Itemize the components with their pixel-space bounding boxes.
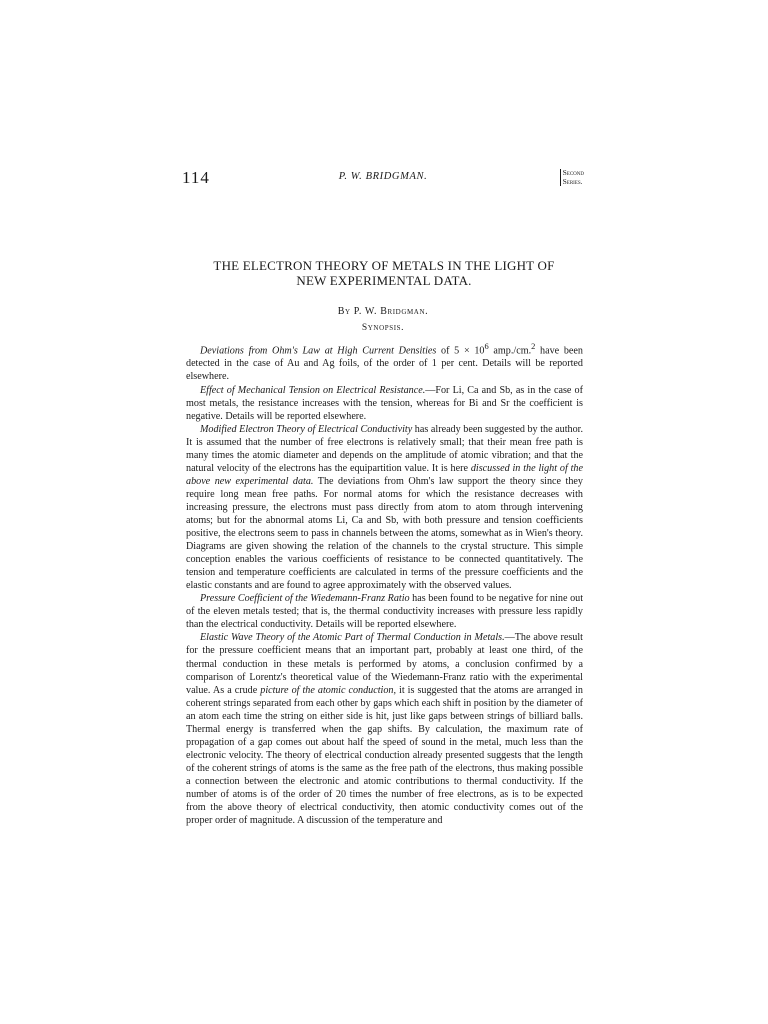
paragraph-mechanical-tension [186,384,583,423]
running-head-author: P. W. BRIDGMAN. [338,171,428,182]
paragraph-text: it is suggested that the atoms are arranged in coherent strings separated from each other by gaps which each shift in position by the diameter of an atom each time the string on either side is hit, just like gaps between strings of billiard balls. Thermal energy is transferred when the gap shifts. By calculation, the maximum rate of propagation of a gap comes out about half the speed of sound in the metal, much less than the electronic velocity. The theory of electrical conduction already presented suggests that the length of the coherent strings of atoms is the same as the free path of the electrons, thus making possible a connection between the electronic and atomic contributions to thermal conductivity. If the number of atoms is of the order of 20 times the number of free electrons, as is to be expected from the above theory of electrical conductivity, then atomic conductivity comes out of the proper order of magnitude. A discussion of the temperature and [186,684,583,827]
synopsis-body [186,340,583,827]
series-mark-line-1: Second [562,168,584,177]
paragraph-wiedemann-franz [186,592,583,631]
series-mark-line-2: Series. [562,176,583,186]
paragraph-text: has already been suggested by the author. It is assumed that the number of free electrons is relatively small; that their mean free path is many times the atomic diameter and depends on the amplitude of atomic vibration; and that the natural velocity of the electrons has the equipartition value. It is here [186,423,584,474]
superscript: 6 [484,341,489,351]
paragraph-lead: Pressure Coefficient of the Wiedemann-Franz Ratio [200,593,410,605]
article-title [172,258,596,288]
paragraph-ohms-law [186,340,583,384]
paragraph-text: amp./cm. [488,345,532,357]
paragraph-text: The deviations from Ohm's law support the theory since they require long mean free paths. For normal atoms for which the resistance decreases with increasing pressure, the electrons must pass directly from atom to atom through intervening atoms; but for the abnormal atoms Li, Ca and Sb, with both pressure and tension coefficients positive, the electrons seem to pass in channels between the atoms, somewhat as in Wien's theory. Diagrams are given showing the relation of the channels to the crystal structure. This simple conception enables the various coefficients of resistance to be connected quantitatively. The tension and temperature coefficients are calculated in terms of the pressure coefficients and the elastic constants and are found to agree approximately with the observed values. [186,475,583,592]
paragraph-lead: Modified Electron Theory of Electrical Conductivity [200,423,413,435]
page-header [182,168,584,190]
page-number: 114 [182,168,210,187]
byline: By P. W. Bridgman. [337,306,429,317]
paragraph-text: have been detected in the case of Au and Ag foils, of the order of 1 per cent. Details will be reported elsewhere. [186,345,583,383]
series-mark [560,169,584,186]
paragraph-text: has been found to be negative for nine out of the eleven metals tested; that is, the thermal conductivity increases with pressure less rapidly than the electrical conductivity. Details will be reported elsewhere. [186,593,584,631]
paragraph-lead: Deviations from Ohm's Law at High Current Densities [200,345,437,357]
synopsis-heading: Synopsis. [361,323,405,333]
paragraph-text: of 5 × 10 [436,345,485,357]
paragraph-lead: Effect of Mechanical Tension on Electrical Resistance. [200,384,426,396]
article-title-line-1: THE ELECTRON THEORY OF METALS IN THE LIGHT OF [213,258,555,273]
paragraph-emphasis: picture of the atomic conduction, [260,684,396,696]
paragraph-emphasis: discussed in the light of the above new experimental data. [186,462,583,487]
paragraph-elastic-wave [186,631,583,827]
superscript: 2 [531,341,536,351]
paragraph-lead: Elastic Wave Theory of the Atomic Part of Thermal Conduction in Metals. [200,632,505,644]
paragraph-text: —For Li, Ca and Sb, as in the case of most metals, the resistance increases with the tension, whereas for Bi and Sr the coefficient is negative. Details will be reported elsewhere. [186,384,583,422]
paragraph-text: —The above result for the pressure coefficient means that an important part, probably at least one third, of the thermal conduction in these metals is performed by atoms, a conclusion confirmed by a comparison of Lorentz's theoretical value of the Wiedemann-Franz ratio with the experimental value. As a crude [186,632,583,696]
paragraph-electron-theory [186,423,583,593]
article-title-line-2: NEW EXPERIMENTAL DATA. [296,273,472,288]
